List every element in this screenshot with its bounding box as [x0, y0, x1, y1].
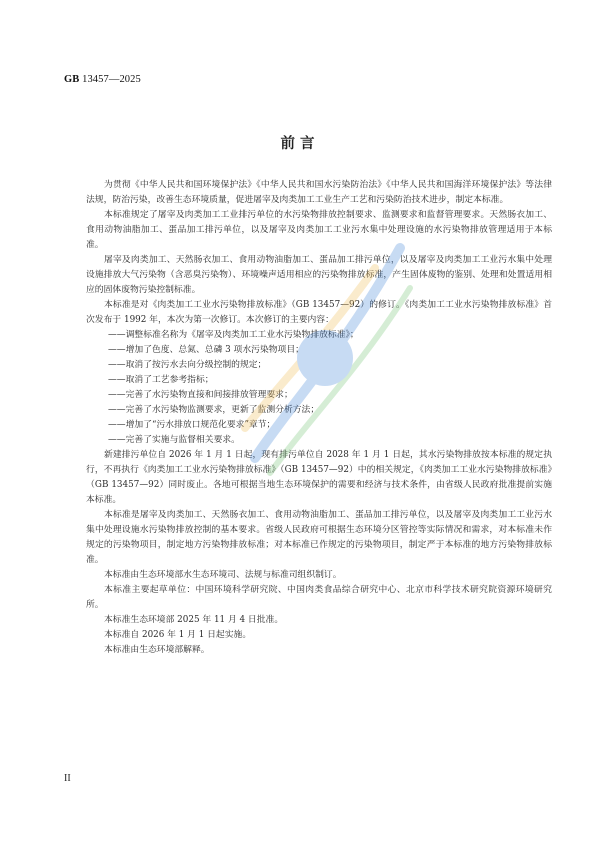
revision-item: ——完善了实施与监督相关要求。	[108, 435, 240, 445]
paragraph: 屠宰及肉类加工、天然肠衣加工、食用动物油脂加工、蛋品加工排污单位，以及屠宰及肉类加工工业污水集中处理设施排放大气污染物（含恶臭污染物）、环境噪声适用相应的污染物排放标准，产生固体废物的鉴别、处理和处置适用相应的固体废物污染控制标准。	[86, 255, 552, 295]
paragraph: 为贯彻《中华人民共和国环境保护法》《中华人民共和国水污染防治法》《中华人民共和国海洋环境保护法》等法律法规，防治污染，改善生态环境质量，促进屠宰及肉类加工工业生产工艺和污染防治技术进步，制定本标准。	[86, 180, 552, 205]
paragraph: 本标准主要起草单位：中国环境科学研究院、中国肉类食品综合研究中心、北京市科学技术研究院资源环境研究所。	[86, 585, 552, 610]
foreword-body	[86, 178, 552, 658]
revision-item: ——完善了水污染物直接和间接排放管理要求；	[108, 390, 293, 400]
paragraph: 本标准由生态环境部水生态环境司、法规与标准司组织制订。	[104, 570, 342, 580]
revision-item: ——取消了按污水去向分级控制的规定；	[108, 360, 267, 370]
standard-code	[64, 74, 141, 85]
paragraph: 新建排污单位自 2026 年 1 月 1 日起，现有排污单位自 2028 年 1 月 1 日起，其水污染物排放按本标准的规定执行，不再执行《肉类加工工业水污染物排放标准》（GB 13457—92）中的相关规定，《肉类加工工业水污染物排放标准》（GB 13457—92）同时废止。各地可根据当地生态环境保护的需要和经济与技术条件，由省级人民政府批准提前实施本标准。	[86, 450, 552, 505]
paragraph: 本标准自 2026 年 1 月 1 日起实施。	[104, 630, 252, 640]
paragraph: 本标准生态环境部 2025 年 11 月 4 日批准。	[104, 615, 284, 625]
paragraph: 本标准规定了屠宰及肉类加工工业排污单位的水污染物排放控制要求、监测要求和监督管理要求。天然肠衣加工、食用动物油脂加工、蛋品加工排污单位，以及屠宰及肉类加工工业污水集中处理设施的水污染物排放管理适用于本标准。	[86, 210, 552, 250]
page-title: 前 言	[280, 136, 315, 152]
paragraph: 本标准是屠宰及肉类加工、天然肠衣加工、食用动物油脂加工、蛋品加工排污单位，以及屠宰及肉类加工工业污水集中处理设施水污染物排放控制的基本要求。省级人民政府可根据生态环境分区管控等实际情况和需求，对本标准未作规定的污染物项目，制定地方污染物排放标准；对本标准已作规定的污染物项目，制定严于本标准的地方污染物排放标准。	[86, 510, 552, 565]
standard-prefix: GB	[64, 74, 80, 85]
paragraph: 本标准是对《肉类加工工业水污染物排放标准》（GB 13457—92）的修订。《肉类加工工业水污染物排放标准》首次发布于 1992 年，本次为第一次修订。本次修订的主要内容：	[86, 300, 552, 325]
revision-item: ——增加了“污水排放口规范化要求”章节；	[108, 420, 276, 430]
revision-item: ——取消了工艺参考指标；	[108, 375, 214, 385]
revision-item: ——完善了水污染物监测要求，更新了监测分析方法；	[108, 405, 320, 415]
revision-item: ——增加了色度、总氮、总磷 3 项水污染物项目；	[108, 345, 304, 355]
revision-item: ——调整标准名称为《屠宰及肉类加工工业水污染物排放标准》；	[108, 330, 359, 340]
paragraph: 本标准由生态环境部解释。	[104, 645, 210, 655]
page-number: II	[64, 773, 71, 784]
standard-number: 13457—2025	[79, 74, 141, 85]
